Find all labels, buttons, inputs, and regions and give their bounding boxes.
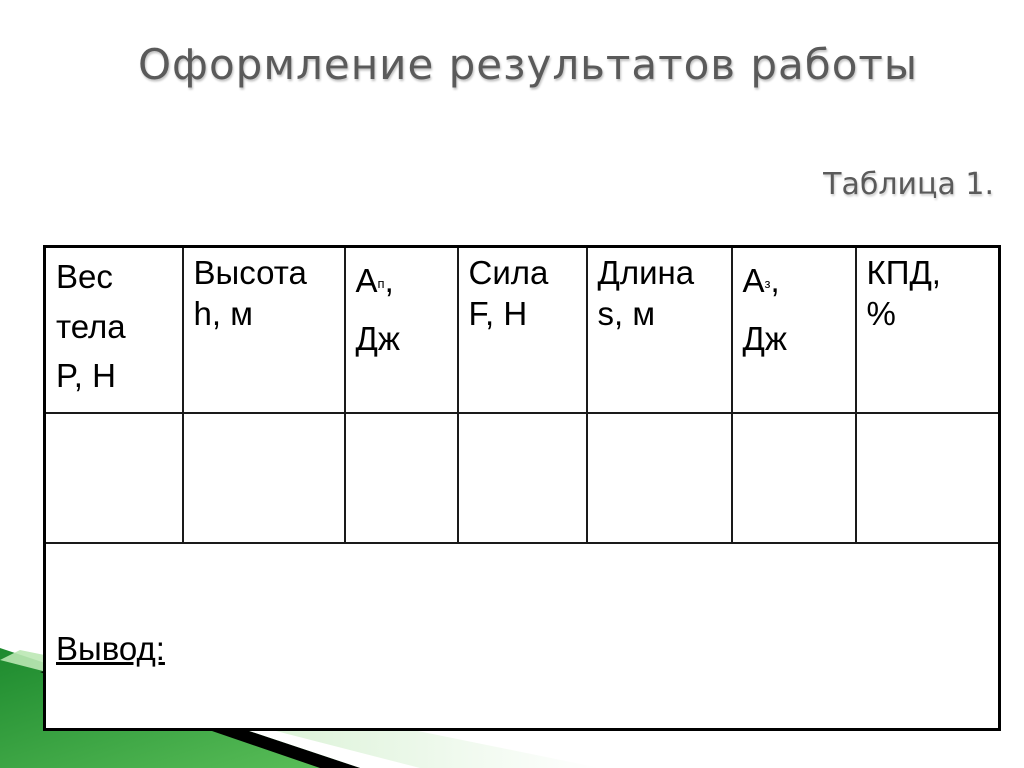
header-text: КПД, bbox=[866, 254, 941, 291]
header-text: , bbox=[384, 262, 394, 299]
header-text: s, м bbox=[597, 295, 656, 333]
header-text: тела bbox=[56, 307, 126, 345]
conclusion-label: Вывод: bbox=[56, 630, 165, 668]
header-subscript: п bbox=[377, 276, 385, 291]
table-row bbox=[45, 413, 1000, 543]
header-text: Вес bbox=[56, 258, 113, 295]
header-text: Длина bbox=[597, 254, 695, 291]
data-cell[interactable] bbox=[458, 413, 587, 543]
results-table bbox=[43, 245, 1001, 731]
data-cell[interactable] bbox=[856, 413, 1000, 543]
data-cell[interactable] bbox=[587, 413, 732, 543]
conclusion-row bbox=[45, 543, 1000, 730]
header-cell-force bbox=[458, 247, 587, 414]
header-cell-height bbox=[183, 247, 345, 414]
header-text: , bbox=[770, 262, 780, 299]
header-subscript: з bbox=[764, 276, 771, 291]
header-cell-total-work bbox=[732, 247, 856, 414]
data-cell[interactable] bbox=[345, 413, 458, 543]
header-cell-weight bbox=[45, 247, 183, 414]
header-text: Сила bbox=[468, 254, 549, 291]
data-cell[interactable] bbox=[732, 413, 856, 543]
header-cell-length bbox=[587, 247, 732, 414]
header-text: Дж bbox=[355, 319, 400, 357]
header-row bbox=[45, 247, 1000, 414]
header-text: F, Н bbox=[468, 295, 528, 333]
header-cell-efficiency bbox=[856, 247, 1000, 414]
header-text: A bbox=[355, 262, 378, 299]
header-cell-useful-work bbox=[345, 247, 458, 414]
conclusion-cell[interactable] bbox=[45, 543, 1000, 730]
header-text: Высота bbox=[193, 254, 307, 291]
header-text: Дж bbox=[742, 319, 787, 357]
data-cell[interactable] bbox=[183, 413, 345, 543]
table-caption: Таблица 1. bbox=[823, 167, 994, 202]
header-text: P, Н bbox=[56, 357, 116, 394]
header-text: A bbox=[742, 262, 765, 299]
data-cell[interactable] bbox=[45, 413, 183, 543]
header-text: h, м bbox=[193, 295, 253, 333]
slide-title: Оформление результатов работы bbox=[138, 40, 919, 89]
header-text: % bbox=[866, 295, 896, 333]
